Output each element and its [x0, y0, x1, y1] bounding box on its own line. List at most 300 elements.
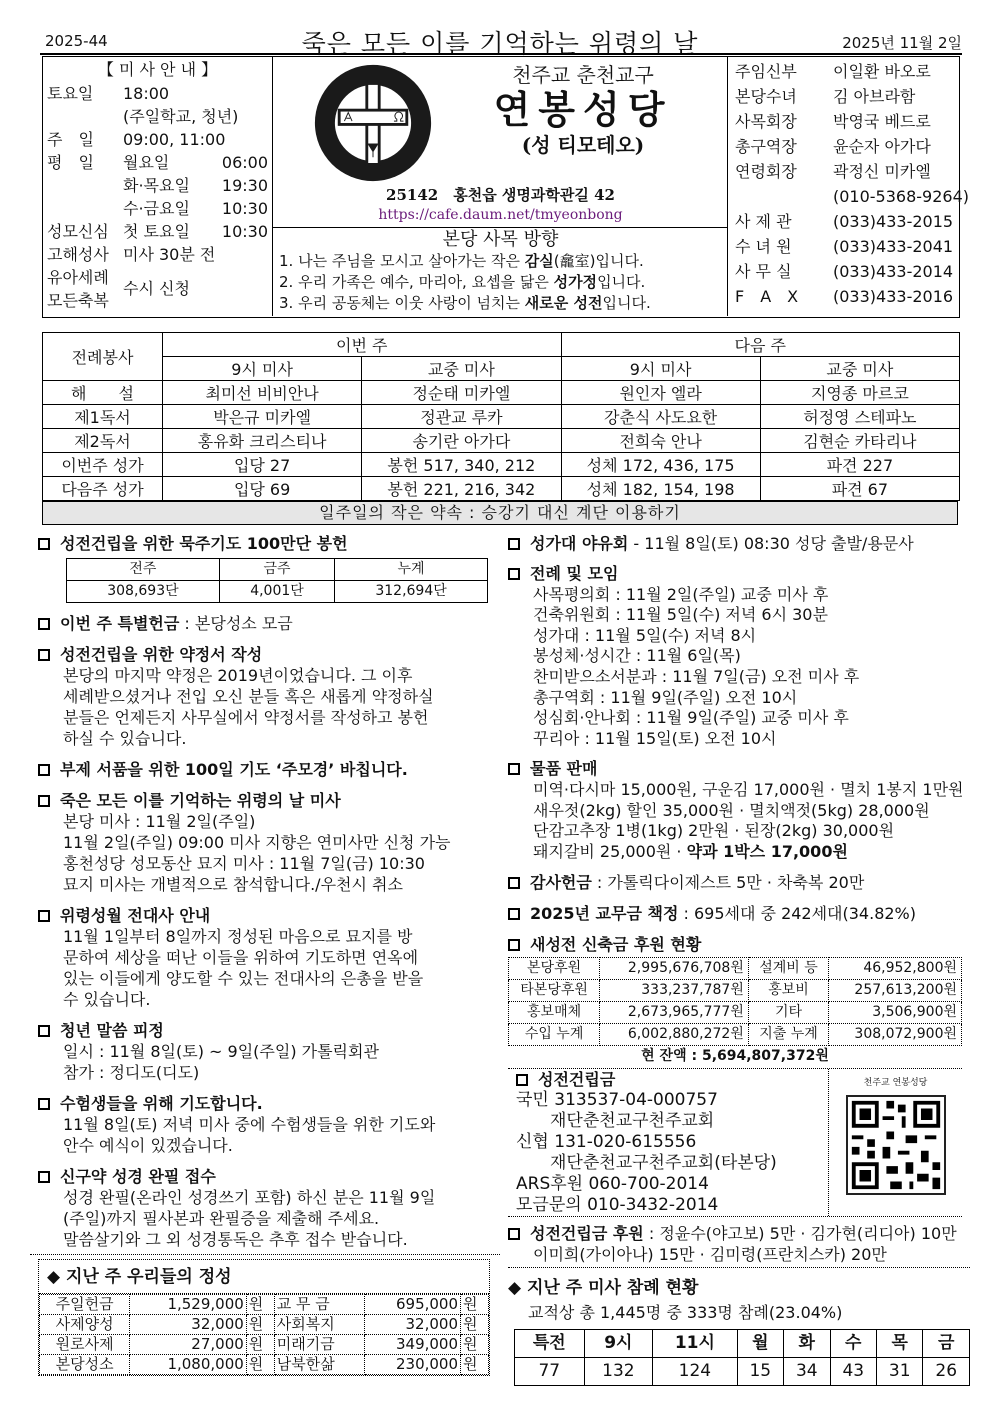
section-title: 성전건립을 위한 약정서 작성: [60, 645, 263, 664]
label-cell: 원로사제: [40, 1335, 130, 1355]
dues-section: [508, 903, 970, 924]
role-cell: 제1독서: [43, 405, 163, 429]
staff-value: 이일환 바오로: [833, 62, 931, 81]
attendance-header: 금: [923, 1330, 970, 1358]
label-cell: 지출 누계: [748, 1024, 828, 1046]
col-main-mass: 교중 미사: [362, 357, 561, 381]
checkbox-bullet-icon: [38, 795, 50, 807]
attendance-count: 132: [584, 1358, 653, 1386]
unit-cell: 원: [461, 1335, 489, 1355]
baptism-label: 유아세례: [47, 268, 109, 287]
staff-role: 주임신부: [735, 62, 797, 81]
table-row: [40, 1355, 489, 1375]
pledge-section: [38, 644, 492, 749]
this-week-header: 이번 주: [163, 333, 562, 357]
amount-cell: 308,072,900원: [829, 1024, 962, 1046]
qr-code-icon[interactable]: [846, 1095, 946, 1195]
amount-cell: 3,506,900원: [829, 1002, 962, 1024]
col-9am: 9시 미사: [561, 357, 760, 381]
offering-section: [38, 1259, 490, 1376]
label-cell: 교 무 금: [274, 1295, 364, 1315]
checkbox-bullet-icon: [508, 908, 520, 920]
assignment-cell: 원인자 엘라: [561, 381, 760, 405]
section-line: 본당 미사 : 11월 2일(주일): [63, 812, 256, 831]
assignment-cell: 송기란 아가다: [362, 429, 561, 453]
staff-value: (033)433-2014: [833, 262, 954, 281]
divider: [30, 1254, 500, 1255]
section-title: 신구약 성경 완필 접수: [60, 1167, 216, 1186]
mass-row: [47, 82, 268, 105]
amount-cell: 1,080,000: [130, 1355, 247, 1375]
label-cell: 사회복지: [274, 1315, 364, 1335]
assignment-cell: 허정영 스테파노: [760, 405, 959, 429]
section-title: 지난 주 미사 참례 현황: [527, 1278, 699, 1299]
attendance-count: 31: [877, 1358, 923, 1386]
label-cell: 타본당후원: [509, 980, 600, 1002]
donors-line: 이미희(가이아나) 15만 · 김미령(프란치스카) 20만: [533, 1245, 887, 1265]
staff-role: 사 무 실: [735, 262, 792, 281]
section-line: 11월 1일부터 8일까지 정성된 마음으로 묘지를 방: [63, 927, 413, 946]
assignment-cell: 홍유화 크리스티나: [163, 429, 362, 453]
attendance-count: 26: [923, 1358, 970, 1386]
section-line: 찬미받으소서분과 : 11월 7일(금) 오전 미사 후: [533, 666, 860, 686]
thanks-offering-section: [508, 872, 970, 893]
amount-cell: 27,000: [130, 1335, 247, 1355]
vision-text: 3. 우리 공동체는 이웃 사랑이 넘치는: [279, 294, 525, 312]
section-title: 부제 서품을 위한 100일 기도 ‘주모경’ 바칩니다.: [60, 760, 408, 779]
mass-day: 고해성사: [47, 245, 109, 264]
staff-row: [735, 159, 953, 184]
vision-title: 본당 사목 방향: [442, 229, 559, 250]
staff-row: [735, 134, 953, 159]
baptism-blessing-row: [47, 266, 268, 312]
section-text: - 11월 8일(토) 08:30 성당 출발/용문사: [628, 534, 914, 553]
qr-label: 천주교 연봉성당: [863, 1078, 928, 1089]
diocese-name: 천주교 춘천교구: [512, 63, 654, 87]
unit-cell: 원: [246, 1355, 274, 1375]
staff-row: [735, 84, 953, 109]
staff-value: (033)433-2041: [833, 237, 954, 256]
section-line: 성가대 : 11월 5일(수) 저녁 8시: [533, 625, 757, 645]
attendance-header: 9시: [584, 1330, 653, 1358]
attendance-header: 11시: [653, 1330, 737, 1358]
amount-cell: 349,000: [364, 1335, 460, 1355]
attendance-header: 특전: [515, 1330, 585, 1358]
section-title: 물품 판매: [530, 759, 598, 779]
section-text: : 본당성소 모금: [179, 614, 293, 633]
role-cell: 해 설: [43, 381, 163, 405]
assignment-cell: 파견 227: [760, 453, 959, 477]
rosary-section: [38, 533, 492, 554]
checkbox-bullet-icon: [38, 649, 50, 661]
page-title: 죽은 모든 이를 기억하는 위령의 날: [301, 29, 699, 58]
blessing-label: 모든축복: [47, 291, 109, 310]
amount-cell: 2,673,965,777원: [600, 1002, 749, 1024]
section-text: : 가톨릭다이제스트 5만 · 차축복 20만: [591, 873, 865, 893]
mass-schedule: [43, 57, 273, 316]
meetings-section: [508, 564, 970, 749]
vision-text: 1. 나는 주님을 모시고 살아가는 작은: [279, 252, 525, 270]
donors-line: : 정윤수(야고보) 5만 · 김가현(리디아) 10만: [643, 1224, 957, 1244]
sale-item-highlight: 약과 1박스 17,000원: [686, 841, 848, 861]
mass-time: 06:00: [221, 153, 268, 172]
label-cell: 홍보매체: [509, 1002, 600, 1024]
patron-saint: (성 티모테오): [521, 133, 645, 157]
assignment-cell: 정순태 미카엘: [362, 381, 561, 405]
vision-text: (龕室)입니다.: [553, 252, 644, 270]
assignment-cell: 입당 27: [163, 453, 362, 477]
rosary-header: 금주: [219, 559, 334, 581]
section-line: 사목평의회 : 11월 2일(주일) 교중 미사 후: [533, 584, 829, 604]
role-cell: 다음주 성가: [43, 477, 163, 501]
label-cell: 본당성소: [40, 1355, 130, 1375]
section-title: 성가대 야유회: [530, 534, 629, 553]
attendance-count: 15: [737, 1358, 783, 1386]
section-line: 국민 313537-04-000757: [516, 1090, 718, 1111]
mass-row: [47, 105, 268, 128]
label-cell: 본당후원: [509, 958, 600, 980]
section-line: 본당의 마지막 약정은 2019년이었습니다. 그 이후: [63, 666, 413, 685]
table-row: [509, 1002, 962, 1024]
table-row: [40, 1335, 489, 1355]
label-cell: 수입 누계: [509, 1024, 600, 1046]
parish-seal-logo: [313, 63, 433, 183]
sale-item: 돼지갈비 25,000원 ·: [533, 841, 687, 861]
amount-cell: 230,000: [364, 1355, 460, 1375]
unit-cell: 원: [461, 1355, 489, 1375]
label-cell: 설계비 등: [748, 958, 828, 980]
section-line: 미역·다시마 15,000원, 구운김 17,000원 · 멸치 1봉지 1만원: [533, 779, 964, 799]
checkbox-bullet-icon: [508, 1228, 520, 1240]
assignment-cell: 정관교 루카: [362, 405, 561, 429]
apply-anytime: 수시 신청: [123, 279, 190, 298]
section-line: 성경 완필(온라인 성경쓰기 포함) 하신 분은 11월 9일: [63, 1188, 436, 1207]
section-title: 이번 주 특별헌금: [60, 614, 180, 633]
table-row: [40, 1295, 489, 1315]
amount-cell: 333,237,787원: [600, 980, 749, 1002]
vision-item: [273, 272, 728, 293]
section-line: 묘지 미사는 개별적으로 참석합니다./우천시 취소: [63, 875, 403, 894]
assignment-cell: 강춘식 사도요한: [561, 405, 760, 429]
assignment-cell: 박은규 미카엘: [163, 405, 362, 429]
attendance-count: 34: [784, 1358, 830, 1386]
staff-row: [735, 184, 970, 209]
rosary-header: 누계: [335, 559, 488, 581]
youth-retreat-section: [38, 1020, 492, 1083]
staff-value: 박영국 베드로: [833, 112, 931, 131]
attendance-section: [508, 1278, 970, 1386]
qr-code-block: [828, 1069, 962, 1216]
section-title: 청년 말씀 피정: [60, 1021, 164, 1040]
attendance-count: 77: [515, 1358, 585, 1386]
mass-schedule-title: 【 미 사 안 내 】: [97, 60, 218, 79]
section-line: 단감고추장 1병(1kg) 2만원 · 된장(2kg) 30,000원: [533, 821, 895, 841]
attendance-header: 수: [830, 1330, 876, 1358]
section-line: 있는 이들에게 양도할 수 있는 전대사의 은총을 받을: [63, 969, 424, 988]
diamond-bullet-icon: ◆: [47, 1267, 66, 1287]
section-title: 죽은 모든 이를 기억하는 위령의 날 미사: [60, 791, 341, 810]
address: 25142 홍천읍 생명과학관길 42: [386, 186, 615, 204]
section-line: 수 있습니다.: [63, 990, 151, 1009]
vision-keyword: 성가정: [553, 273, 598, 291]
mass-detail: 월요일: [123, 153, 170, 172]
section-title: 수험생들을 위해 기도합니다.: [60, 1094, 263, 1113]
deacon-prayer-section: [38, 759, 492, 780]
table-row: [509, 980, 962, 1002]
parish-name-block: [443, 63, 723, 157]
assignment-cell: 파견 67: [760, 477, 959, 501]
special-offering-section: [38, 613, 492, 634]
section-line: 일시 : 11월 8일(토) ~ 9일(주일) 가톨릭회관: [63, 1042, 379, 1061]
label-cell: 기타: [748, 1002, 828, 1024]
cafe-link[interactable]: https://cafe.daum.net/tmyeonbong: [378, 207, 623, 223]
staff-role: F A X: [735, 287, 799, 306]
weekly-promise: 일주일의 작은 약속 : 승강기 대신 계단 이용하기: [42, 501, 958, 525]
section-title: 성전건립금 후원: [530, 1224, 644, 1244]
mass-detail: 미사 30분 전: [123, 245, 216, 264]
staff-role: 본당수녀: [735, 87, 797, 106]
mass-day: 주 일: [47, 130, 94, 149]
checkbox-bullet-icon: [508, 763, 520, 775]
staff-row: [735, 259, 953, 284]
section-line: ARS후원 060-700-2014: [516, 1174, 709, 1195]
issue-number: 2025-44: [45, 32, 108, 50]
rosary-value: 312,694단: [335, 581, 488, 603]
mass-row: [47, 243, 268, 266]
checkbox-bullet-icon: [508, 538, 520, 550]
amount-cell: 32,000: [130, 1315, 247, 1335]
amount-cell: 257,613,200원: [829, 980, 962, 1002]
vision-keyword: 새로운 성전: [524, 294, 603, 312]
section-title: 새성전 신축금 후원 현황: [530, 935, 702, 955]
label-cell: 사제양성: [40, 1315, 130, 1335]
mass-detail: 09:00, 11:00: [123, 130, 226, 149]
issue-date: 2025년 11월 2일: [842, 34, 962, 52]
section-line: 분들은 언제든지 사무실에서 약정서를 작성하고 봉헌: [63, 708, 429, 727]
vision-text: 입니다.: [602, 294, 651, 312]
section-line: 건축위원회 : 11월 5일(수) 저녁 6시 30분: [533, 605, 828, 625]
label-cell: 홍보비: [748, 980, 828, 1002]
section-line: 하실 수 있습니다.: [63, 729, 187, 748]
unit-cell: 원: [246, 1335, 274, 1355]
section-line: 새우젓(2kg) 할인 35,000원 · 멸치액젓(5kg) 28,000원: [533, 800, 930, 820]
assignment-cell: 봉헌 221, 216, 342: [362, 477, 561, 501]
attendance-header: 화: [784, 1330, 830, 1358]
section-line: 참가 : 정디도(디도): [63, 1063, 200, 1082]
header-divider: [40, 53, 962, 55]
building-fund-box: [508, 1068, 962, 1217]
section-title: 지난 주 우리들의 정성: [66, 1267, 232, 1287]
staff-row: [735, 209, 953, 234]
staff-value: (010-5368-9264): [833, 187, 970, 206]
section-line: 재단춘천교구천주교회(타본당): [516, 1153, 777, 1174]
assignment-cell: 입당 69: [163, 477, 362, 501]
indulgence-section: [38, 905, 492, 1010]
rosary-header: 전주: [67, 559, 220, 581]
staff-value: 곽정신 미카엘: [833, 162, 931, 181]
amount-cell: 32,000: [364, 1315, 460, 1335]
attendance-summary: 교적상 총 1,445명 중 333명 참례(23.04%): [528, 1303, 843, 1323]
assignment-cell: 성체 172, 436, 175: [561, 453, 760, 477]
mass-time: 10:30: [221, 199, 268, 218]
rosary-table: [66, 558, 488, 603]
donors-section: [508, 1223, 970, 1268]
role-cell: 제2독서: [43, 429, 163, 453]
section-line: 11월 2일(주일) 09:00 미사 지향은 연미사만 신청 가능: [63, 833, 451, 852]
staff-row: [735, 59, 953, 84]
vision-text: 입니다.: [597, 273, 646, 291]
checkbox-bullet-icon: [508, 877, 520, 889]
next-week-header: 다음 주: [561, 333, 960, 357]
assignment-cell: 지영종 마르코: [760, 381, 959, 405]
section-title: 위령성월 전대사 안내: [60, 906, 211, 925]
vision-item: [273, 293, 728, 314]
staff-role: 수 녀 원: [735, 237, 792, 256]
label-cell: 주일헌금: [40, 1295, 130, 1315]
label-cell: 미래기금: [274, 1335, 364, 1355]
section-title: 2025년 교무금 책정: [530, 904, 679, 924]
table-row: [43, 477, 960, 501]
col-main-mass: 교중 미사: [760, 357, 959, 381]
label-cell: 남북한삶: [274, 1355, 364, 1375]
staff-role: 연령회장: [735, 162, 797, 181]
checkbox-bullet-icon: [38, 1098, 50, 1110]
building-fund-accounts: [508, 1069, 828, 1216]
mass-row: [47, 197, 268, 220]
section-line: 총구역회 : 11월 9일(주일) 오전 10시: [533, 687, 798, 707]
diamond-bullet-icon: ◆: [508, 1278, 527, 1299]
amount-cell: 695,000: [364, 1295, 460, 1315]
section-line: 말씀살기와 그 외 성경통독은 추후 접수 받습니다.: [63, 1230, 408, 1249]
table-row: [509, 958, 962, 980]
rosary-value: 4,001단: [219, 581, 334, 603]
section-line: (주일)까지 필사본과 완필증을 제출해 주세요.: [63, 1209, 380, 1228]
church-name: 연봉성당: [493, 87, 673, 132]
mass-row: [47, 128, 268, 151]
staff-value: (033)433-2015: [833, 212, 954, 231]
sales-section: [508, 759, 970, 862]
all-souls-section: [38, 790, 492, 895]
section-line: [508, 842, 970, 863]
section-line: 재단춘천교구천주교회: [516, 1111, 715, 1132]
mass-day: 성모신심: [47, 222, 109, 241]
unit-cell: 원: [461, 1295, 489, 1315]
amount-cell: 2,995,676,708원: [600, 958, 749, 980]
section-title: 성전건립을 위한 묵주기도 100만단 봉헌: [60, 534, 348, 553]
table-row: [43, 453, 960, 477]
table-row: [43, 429, 960, 453]
staff-row: [735, 284, 953, 309]
checkbox-bullet-icon: [38, 538, 50, 550]
attendance-header: 목: [877, 1330, 923, 1358]
staff-value: 김 아브라함: [833, 87, 916, 106]
checkbox-bullet-icon: [508, 568, 520, 580]
attendance-table: [514, 1329, 970, 1386]
section-line: 안수 예식이 있겠습니다.: [63, 1136, 233, 1155]
mass-row: [47, 174, 268, 197]
staff-role: 사 제 관: [735, 212, 792, 231]
mass-detail: 화·목요일: [123, 176, 190, 195]
mass-row: [47, 220, 268, 243]
table-row: [43, 405, 960, 429]
assignment-cell: 전희숙 안나: [561, 429, 760, 453]
role-cell: 이번주 성가: [43, 453, 163, 477]
section-line: 11월 8일(토) 저녁 미사 중에 수험생들을 위한 기도와: [63, 1115, 436, 1134]
liturgy-service-table: [42, 332, 960, 501]
bible-copy-section: [38, 1166, 492, 1250]
choir-outing-section: [508, 533, 970, 554]
right-column: [508, 533, 970, 1386]
amount-cell: 6,002,880,272원: [600, 1024, 749, 1046]
section-line: 꾸리아 : 11월 15일(토) 오전 10시: [533, 728, 777, 748]
table-row: [40, 1315, 489, 1335]
section-title: 성전건립금: [538, 1070, 616, 1090]
assignment-cell: 김현순 카타리나: [760, 429, 959, 453]
mass-time: 19:30: [221, 176, 268, 195]
section-title: 전례 및 모임: [530, 564, 619, 583]
checkbox-bullet-icon: [38, 1025, 50, 1037]
unit-cell: 원: [461, 1315, 489, 1335]
section-line: 홍천성당 성모동산 묘지 미사 : 11월 7일(금) 10:30: [63, 854, 425, 873]
section-line: 신협 131-020-615556: [516, 1132, 697, 1153]
fund-section: [508, 934, 970, 955]
checkbox-bullet-icon: [508, 939, 520, 951]
mass-row: [47, 151, 268, 174]
staff-row: [735, 109, 953, 134]
parish-header: [273, 57, 728, 316]
checkbox-bullet-icon: [38, 764, 50, 776]
checkbox-bullet-icon: [38, 1171, 50, 1183]
staff-role: 사목회장: [735, 112, 797, 131]
assignment-cell: 최미선 비비안나: [163, 381, 362, 405]
vision-text: 2. 우리 가족은 예수, 마리아, 요셉을 닮은: [279, 273, 554, 291]
section-line: 모금문의 010-3432-2014: [516, 1195, 719, 1216]
mass-time: 10:30: [221, 222, 268, 241]
staff-row: [735, 234, 953, 259]
current-balance: 현 잔액 : 5,694,807,372원: [641, 1048, 829, 1065]
checkbox-bullet-icon: [516, 1074, 528, 1086]
staff-contacts: [729, 57, 970, 311]
checkbox-bullet-icon: [38, 910, 50, 922]
col-9am: 9시 미사: [163, 357, 362, 381]
mass-detail: 18:00: [123, 84, 170, 103]
exam-prayer-section: [38, 1093, 492, 1156]
staff-value: (033)433-2016: [833, 287, 954, 306]
section-line: 성심회·안나회 : 11월 9일(주일) 교중 미사 후: [533, 708, 849, 728]
section-line: 세례받으셨거나 전입 오신 분들 혹은 새롭게 약정하실: [63, 687, 434, 706]
section-line: 문하여 세상을 떠난 이들을 위하여 기도하면 연옥에: [63, 948, 419, 967]
staff-value: 윤순자 아가다: [833, 137, 931, 156]
attendance-count: 43: [830, 1358, 876, 1386]
staff-role: 총구역장: [735, 137, 797, 156]
section-text: : 695세대 중 242세대(34.82%): [678, 904, 917, 924]
mass-detail: 첫 토요일: [123, 222, 190, 241]
vision-keyword: 감실: [524, 252, 554, 270]
liturgy-corner: 전례봉사: [43, 333, 163, 381]
fund-table: [508, 957, 962, 1046]
attendance-count: 124: [653, 1358, 737, 1386]
unit-cell: 원: [246, 1315, 274, 1335]
pastoral-vision: [273, 227, 728, 316]
table-row: [43, 381, 960, 405]
section-line: 봉성체·성시간 : 11월 6일(목): [533, 646, 741, 666]
vision-item: [273, 251, 728, 272]
unit-cell: 원: [246, 1295, 274, 1315]
amount-cell: 1,529,000: [130, 1295, 247, 1315]
amount-cell: 46,952,800원: [829, 958, 962, 980]
mass-detail: (주일학교, 청년): [123, 107, 239, 126]
checkbox-bullet-icon: [38, 618, 50, 630]
